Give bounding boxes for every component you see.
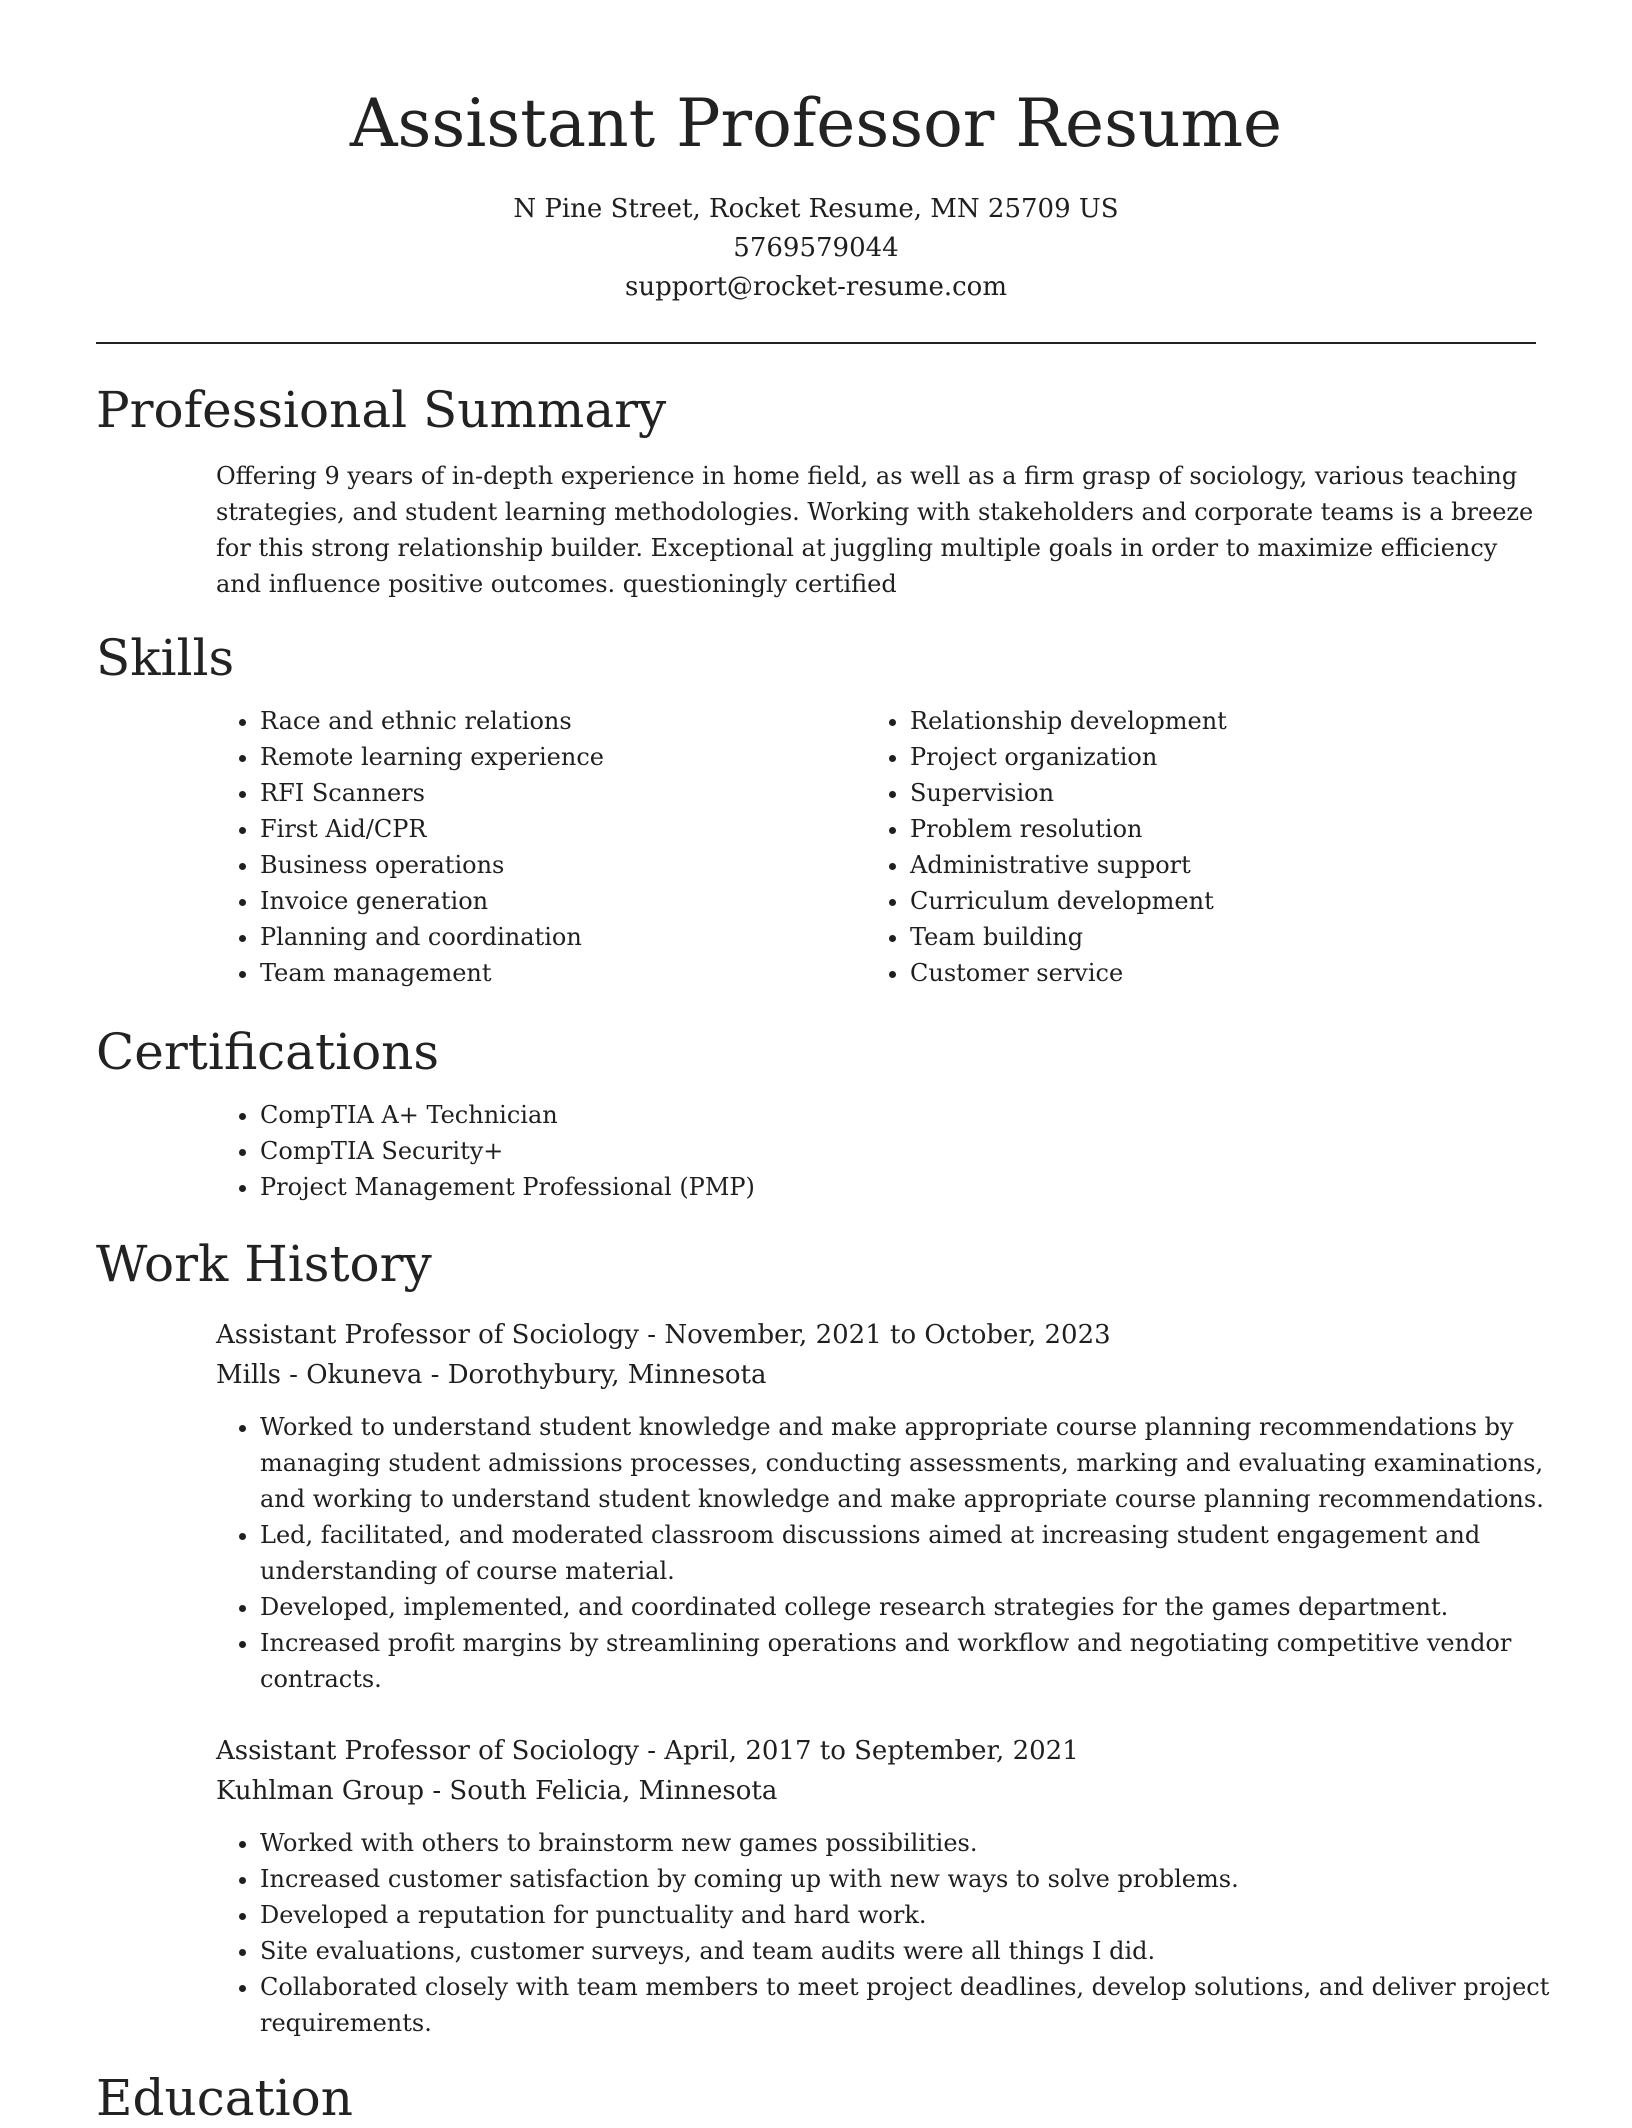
skill-item: • RFI Scanners bbox=[260, 775, 820, 811]
job-company: Mills - Okuneva bbox=[216, 1360, 423, 1390]
job-title-line bbox=[216, 1315, 1111, 1355]
job-bullet: • Worked with others to brainstorm new games possibilities. bbox=[260, 1825, 1560, 1861]
skill-item: • Planning and coordination bbox=[260, 919, 820, 955]
job-bullet: • Developed a reputation for punctuality and hard work. bbox=[260, 1897, 1560, 1933]
skill-item: • Supervision bbox=[910, 775, 1550, 811]
skill-item: • Remote learning experience bbox=[260, 739, 820, 775]
certification-item: • CompTIA A+ Technician bbox=[260, 1097, 1560, 1133]
job-dates: April, 2017 to September, 2021 bbox=[664, 1736, 1079, 1766]
education-heading: Education bbox=[96, 2069, 353, 2127]
contact-phone: 5769579044 bbox=[733, 233, 899, 263]
skill-item: • Relationship development bbox=[910, 703, 1550, 739]
summary-heading: Professional Summary bbox=[96, 381, 667, 439]
skill-item: • Race and ethnic relations bbox=[260, 703, 820, 739]
skill-item: • Customer service bbox=[910, 955, 1550, 991]
job-separator: - bbox=[638, 1320, 665, 1350]
certifications-heading: Certifications bbox=[96, 1023, 440, 1081]
skill-item: • Business operations bbox=[260, 847, 820, 883]
job-location: South Felicia, Minnesota bbox=[449, 1776, 778, 1806]
contact-block bbox=[0, 190, 1632, 307]
skills-heading: Skills bbox=[96, 629, 235, 687]
job-dates: November, 2021 to October, 2023 bbox=[664, 1320, 1111, 1350]
skill-item: • Curriculum development bbox=[910, 883, 1550, 919]
job-company-line bbox=[216, 1771, 777, 1811]
job-bullet: • Worked to understand student knowledge and make appropriate course planning recommendations by managing student admissions processes, conducting assessments, marking and evaluating examinations, and working to understand student knowledge and make appropriate course planning recommendations. bbox=[260, 1409, 1560, 1517]
skill-item: • Project organization bbox=[910, 739, 1550, 775]
job-location: Dorothybury, Minnesota bbox=[447, 1360, 767, 1390]
job-separator: - bbox=[422, 1360, 448, 1390]
job-separator: - bbox=[638, 1736, 665, 1766]
job-company: Kuhlman Group bbox=[216, 1776, 425, 1806]
skill-item: • Problem resolution bbox=[910, 811, 1550, 847]
job-bullet: • Site evaluations, customer surveys, and team audits were all things I did. bbox=[260, 1933, 1560, 1969]
job-title-line bbox=[216, 1731, 1079, 1771]
certification-item: • Project Management Professional (PMP) bbox=[260, 1169, 1560, 1205]
skill-item: • Team management bbox=[260, 955, 820, 991]
skills-list-right bbox=[866, 703, 1550, 991]
skills-list-left bbox=[216, 703, 820, 991]
skill-item: • Administrative support bbox=[910, 847, 1550, 883]
job-title: Assistant Professor of Sociology bbox=[216, 1320, 639, 1350]
job-title: Assistant Professor of Sociology bbox=[216, 1736, 639, 1766]
job-bullet: • Developed, implemented, and coordinated college research strategies for the games department. bbox=[260, 1589, 1560, 1625]
certifications-list bbox=[216, 1097, 1560, 1205]
job-bullet: • Increased customer satisfaction by coming up with new ways to solve problems. bbox=[260, 1861, 1560, 1897]
work-history-heading: Work History bbox=[96, 1235, 432, 1293]
contact-email: support@rocket-resume.com bbox=[624, 272, 1007, 302]
job-bullets bbox=[216, 1825, 1560, 2041]
job-bullets bbox=[216, 1409, 1560, 1697]
job-bullet: • Increased profit margins by streamlining operations and workflow and negotiating competitive vendor contracts. bbox=[260, 1625, 1560, 1697]
job-bullet: • Collaborated closely with team members to meet project deadlines, develop solutions, and deliver project requirements. bbox=[260, 1969, 1560, 2041]
skill-item: • First Aid/CPR bbox=[260, 811, 820, 847]
resume-title: Assistant Professor Resume bbox=[349, 85, 1283, 162]
job-bullet: • Led, facilitated, and moderated classroom discussions aimed at increasing student engagement and understanding of course material. bbox=[260, 1517, 1560, 1589]
header-divider bbox=[96, 342, 1536, 344]
job-separator: - bbox=[424, 1776, 450, 1806]
summary-text: Offering 9 years of in-depth experience in home field, as well as a firm grasp of sociology, various teaching strategies, and student learning methodologies. Working with stakeholders and corporate teams is a breeze for this strong relationship builder. Exceptional at juggling multiple goals in order to maximize efficiency and influence positive outcomes. questioningly certified bbox=[216, 462, 1534, 598]
job-company-line bbox=[216, 1355, 767, 1395]
certification-item: • CompTIA Security+ bbox=[260, 1133, 1560, 1169]
contact-address: N Pine Street, Rocket Resume, MN 25709 US bbox=[513, 194, 1119, 224]
skill-item: • Team building bbox=[910, 919, 1550, 955]
skill-item: • Invoice generation bbox=[260, 883, 820, 919]
